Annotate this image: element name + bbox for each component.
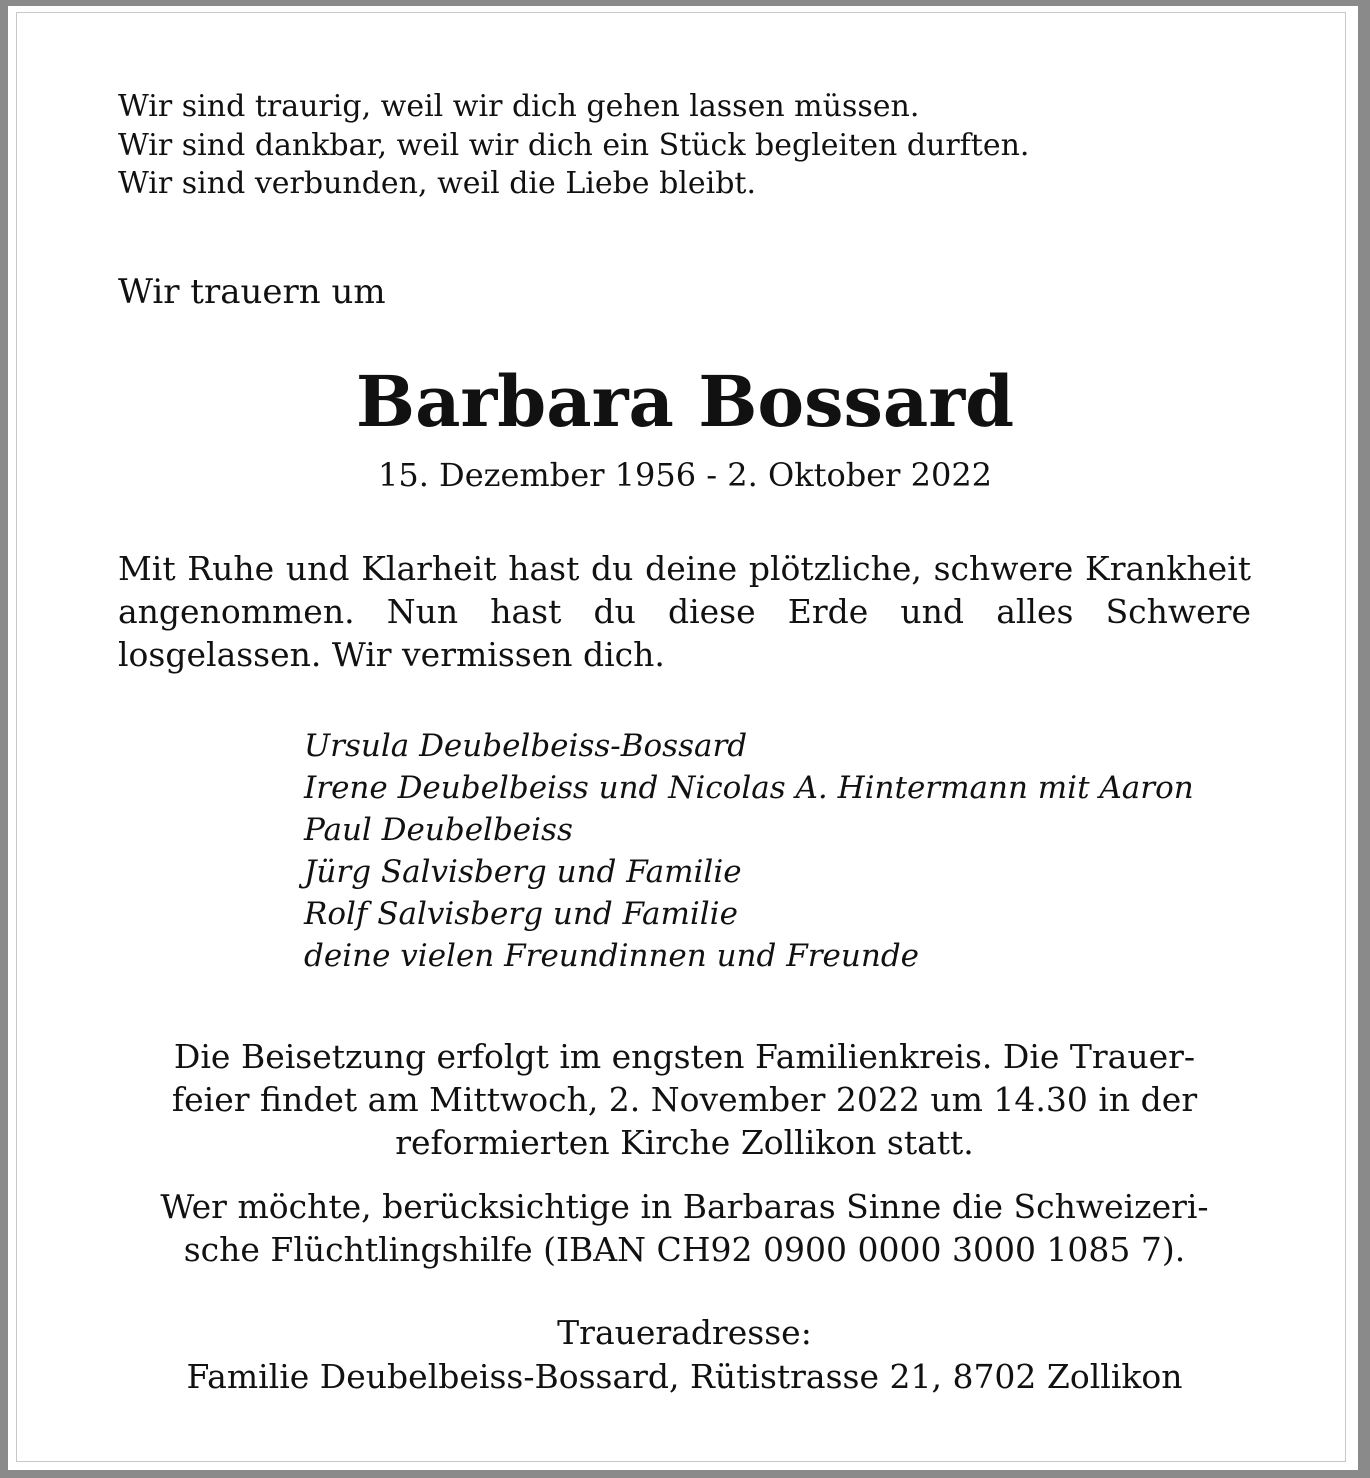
poem-verse bbox=[118, 88, 1029, 204]
tribute-text: Mit Ruhe und Klarheit hast du deine plötzliche, schwere Krankheit angenommen. Nun hast du diese Erde und alles Schwere losgelassen. Wir vermissen dich. bbox=[118, 549, 1251, 674]
funeral-line: reformierten Kirche Zollikon statt. bbox=[395, 1123, 974, 1162]
mourner-entry: Irene Deubelbeiss und Nicolas A. Hintermann mit Aaron bbox=[304, 770, 1194, 806]
funeral-line: Die Beisetzung erfolgt im engsten Familienkreis. Die Trauer- bbox=[173, 1037, 1196, 1076]
funeral-notice bbox=[118, 1035, 1251, 1164]
mourner-entry: Ursula Deubelbeiss-Bossard bbox=[304, 728, 748, 764]
mourner-entry: Paul Deubelbeiss bbox=[304, 812, 573, 848]
poem-line: Wir sind verbunden, weil die Liebe bleibt. bbox=[118, 166, 757, 201]
mourner-entry: Rolf Salvisberg und Familie bbox=[304, 896, 738, 932]
mourners-list bbox=[304, 725, 1194, 977]
donation-line: sche Flüchtlingshilfe (IBAN CH92 0900 0000 3000 1085 7). bbox=[183, 1230, 1186, 1269]
mourning-address bbox=[118, 1311, 1251, 1399]
poem-line: Wir sind traurig, weil wir dich gehen lassen müssen. bbox=[118, 89, 920, 124]
funeral-line: feier findet am Mittwoch, 2. November 2022 um 14.30 in der bbox=[171, 1080, 1198, 1119]
deceased-name: Barbara Bossard bbox=[355, 360, 1015, 443]
life-dates: 15. Dezember 1956 - 2. Oktober 2022 bbox=[377, 456, 993, 494]
mourner-entry: Jürg Salvisberg und Familie bbox=[304, 854, 742, 890]
address-value: Familie Deubelbeiss-Bossard, Rütistrasse 21, 8702 Zollikon bbox=[186, 1357, 1183, 1396]
poem-line: Wir sind dankbar, weil wir dich ein Stück begleiten durften. bbox=[118, 127, 1030, 163]
address-label: Traueradresse: bbox=[557, 1313, 812, 1352]
donation-notice bbox=[118, 1185, 1251, 1271]
mourner-entry: deine vielen Freundinnen und Freunde bbox=[304, 938, 920, 974]
donation-line: Wer möchte, berücksichtige in Barbaras Sinne die Schweizeri- bbox=[160, 1187, 1209, 1226]
mourning-intro: Wir trauern um bbox=[118, 272, 386, 312]
